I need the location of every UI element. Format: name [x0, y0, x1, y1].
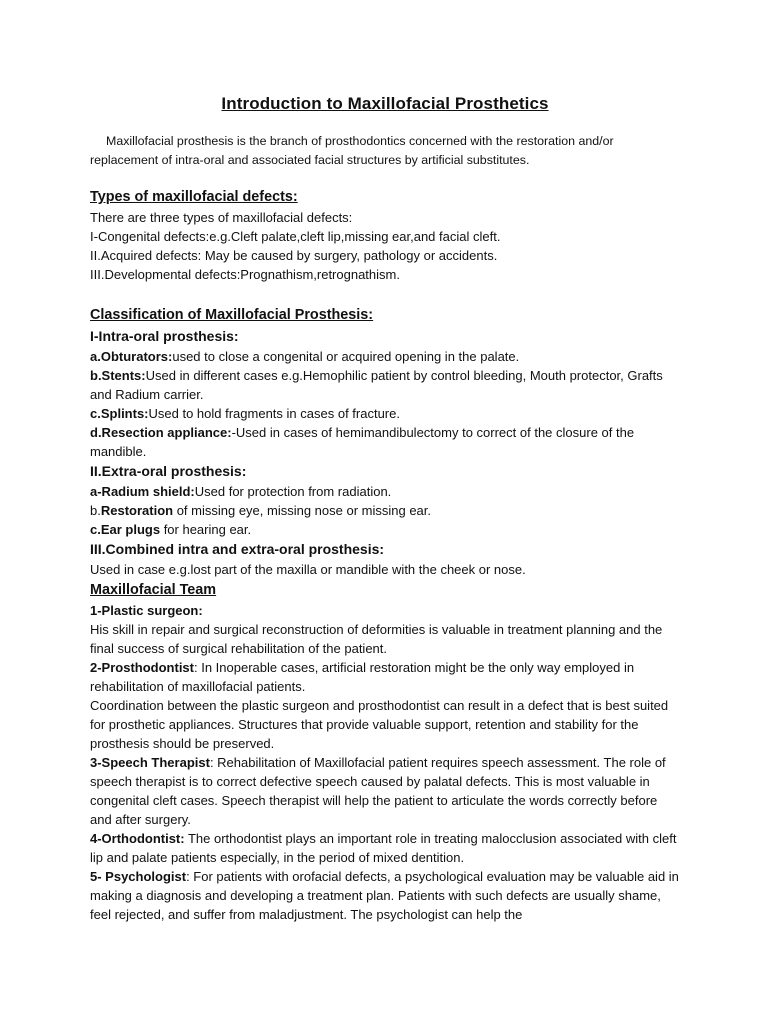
intra-item-term: b.Stents:	[90, 368, 146, 383]
speech-therapist-term: 3-Speech Therapist	[90, 755, 210, 770]
prosthodontist-text: : In Inoperable cases, artificial restoration might be the only way employed in rehabilitation of maxillofacial patients.	[90, 660, 635, 694]
intra-item-term: c.Splints:	[90, 406, 149, 421]
intra-item-term: a.Obturators:	[90, 349, 173, 364]
combined-heading: III.Combined intra and extra-oral prosthesis:	[90, 541, 385, 557]
extra-item-term: Restoration	[100, 503, 174, 518]
extra-item	[90, 482, 680, 501]
orthodontist-paragraph	[90, 829, 680, 867]
psychologist-text: : For patients with orofacial defects, a psychological evaluation may be valuable aid in making a diagnosis and developing a treatment plan. Patients with such defects are usually shame, feel rejected, and suffer from maladjustment. The psychologist can help the	[90, 869, 679, 922]
extra-item	[90, 501, 680, 520]
intra-item	[90, 347, 680, 366]
types-line: III.Developmental defects:Prognathism,retrognathism.	[90, 267, 400, 282]
team-heading: Maxillofacial Team	[90, 582, 217, 598]
intra-item-term: d.Resection appliance:	[90, 425, 232, 440]
document-title: Introduction to Maxillofacial Prosthetics	[221, 94, 549, 113]
intro-paragraph: Maxillofacial prosthesis is the branch of prosthodontics concerned with the restoration and/or replacement of intra-oral and associated facial structures by artificial substitutes.	[90, 134, 614, 167]
orthodontist-term: 4-Orthodontist:	[90, 831, 185, 846]
plastic-surgeon-text: His skill in repair and surgical reconstruction of deformities is valuable in treatment planning and the final success of surgical rehabilitation of the patient.	[90, 622, 663, 656]
extra-item-text: Used for protection from radiation.	[194, 484, 392, 499]
extra-oral-heading: II.Extra-oral prosthesis:	[90, 463, 247, 479]
extra-item-prefix: b.	[90, 503, 101, 518]
psychologist-paragraph	[90, 867, 680, 924]
intra-item	[90, 423, 680, 461]
plastic-surgeon-heading: 1-Plastic surgeon:	[90, 603, 203, 618]
extra-item	[90, 520, 680, 539]
types-heading: Types of maxillofacial defects:	[90, 189, 298, 205]
intra-item-text: used to close a congenital or acquired opening in the palate.	[172, 349, 520, 364]
classification-heading: Classification of Maxillofacial Prosthesis:	[90, 307, 374, 323]
intra-item	[90, 366, 680, 404]
document-body	[90, 94, 680, 924]
psychologist-term: 5- Psychologist	[90, 869, 187, 884]
speech-therapist-paragraph	[90, 753, 680, 829]
orthodontist-text: The orthodontist plays an important role in treating malocclusion associated with cleft lip and palate patients especially, in the period of mixed dentition.	[90, 831, 677, 865]
types-line: I-Congenital defects:e.g.Cleft palate,cleft lip,missing ear,and facial cleft.	[90, 229, 501, 244]
types-line: II.Acquired defects: May be caused by surgery, pathology or accidents.	[90, 248, 498, 263]
intra-item-text: -Used in cases of hemimandibulectomy to correct of the closure of the mandible.	[90, 425, 635, 459]
speech-therapist-text: : Rehabilitation of Maxillofacial patient requires speech assessment. The role of speech therapist is to correct defective speech caused by palatal defects. This is most valuable in congenital cleft cases. Speech therapist will help the patient to articulate the words correctly before and after surgery.	[90, 755, 666, 827]
coordination-paragraph: Coordination between the plastic surgeon and prosthodontist can result in a defect that is best suited for prosthetic appliances. Structures that provide valuable support, retention and stability for the prosthesis should be preserved.	[90, 698, 669, 751]
intra-oral-heading: I-Intra-oral prosthesis:	[90, 328, 239, 344]
extra-item-term: c.Ear plugs	[90, 522, 161, 537]
combined-text: Used in case e.g.lost part of the maxilla or mandible with the cheek or nose.	[90, 562, 526, 577]
intra-item-text: Used to hold fragments in cases of fracture.	[148, 406, 400, 421]
prosthodontist-paragraph	[90, 658, 680, 696]
intra-item-text: Used in different cases e.g.Hemophilic patient by control bleeding, Mouth protector, Grafts and Radium carrier.	[90, 368, 663, 402]
prosthodontist-term: 2-Prosthodontist	[90, 660, 194, 675]
intra-item	[90, 404, 680, 423]
extra-item-term: a-Radium shield:	[90, 484, 195, 499]
extra-item-text: for hearing ear.	[160, 522, 252, 537]
extra-item-text: of missing eye, missing nose or missing ear.	[173, 503, 432, 518]
types-line: There are three types of maxillofacial defects:	[90, 210, 353, 225]
